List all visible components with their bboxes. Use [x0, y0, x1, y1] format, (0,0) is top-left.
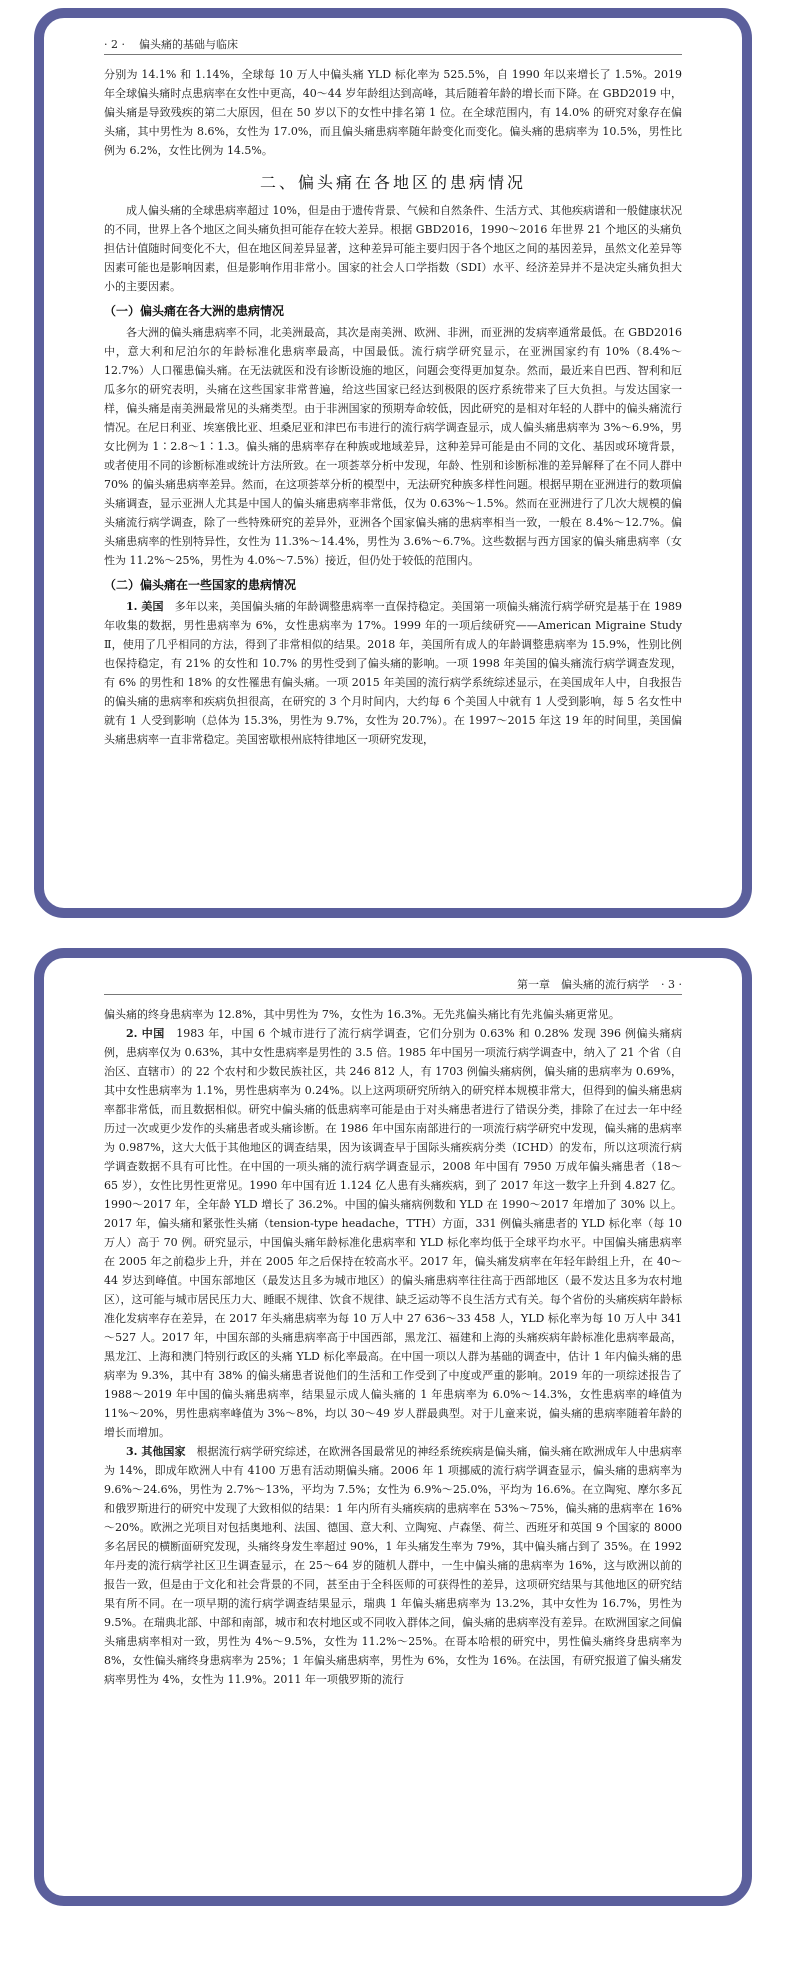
paragraph — [104, 1442, 682, 1689]
paragraph-body: 多年以来，美国偏头痛的年龄调整患病率一直保持稳定。美国第一项偏头痛流行病学研究是基于在 1989 年收集的数据，男性患病率为 6%，女性患病率为 17%。1999 年的一项后续研究——American Migraine Study Ⅱ，使用了几乎相同的方法，得到了非常相似的结果。2018 年，美国所有成人的年龄调整患病率为 15.9%，性别比例也保持稳定，有 21% 的女性和 10.7% 的男性受到了偏头痛的影响。一项 1998 年美国的偏头痛流行病学调查发现，有 6% 的男性和 18% 的女性罹患有偏头痛。一项 2015 年美国的流行病学系统综述显示，在美国成年人中，自我报告的偏头痛的患病率和疾病负担很高，在研究的 3 个月时间内，大约每 6 个美国人中就有 1 人受到影响，每 5 名女性中就有 1 人受到影响（总体为 15.3%，男性为 9.7%，女性为 20.7%）。在 1997～2015 年这 19 年的时间里，美国偏头痛患病率一直非常稳定。美国密歇根州底特律地区一项研究发现， — [104, 600, 682, 746]
paragraph-lead: 1. 美国 — [126, 600, 164, 613]
page-number: · 2 · — [104, 37, 125, 51]
paragraph — [104, 1024, 682, 1442]
paragraph: 各大洲的偏头痛患病率不同，北美洲最高，其次是南美洲、欧洲、非洲，而亚洲的发病率通常最低。在 GBD2016 中，意大利和尼泊尔的年龄标准化患病率最高，中国最低。流行病学研究显示，在亚洲国家约有 10%（8.4%～12.7%）人口罹患偏头痛。在无法就医和没有诊断设施的地区，问题会变得更加复杂。然而，最近来自巴西、智利和厄瓜多尔的研究表明，头痛在这些国家非常普遍，给这些国家已经达到极限的医疗系统带来了巨大负担。与发达国家一样，偏头痛是南美洲最常见的头痛类型。由于非洲国家的预期寿命较低，因此研究的是相对年轻的人群中的偏头痛流行情况。在尼日利亚、埃塞俄比亚、坦桑尼亚和津巴布韦进行的流行病学调查显示，成人偏头痛患病率为 3%～6.9%，男女比例为 1∶2.8～1∶1.3。偏头痛的患病率存在种族或地域差异，这种差异可能是由不同的文化、基因或环境背景，或者使用不同的诊断标准或统计方法所致。在一项荟萃分析中发现，年龄、性别和诊断标准的差异解释了在不同人群中 70% 的偏头痛患病率差异。然而，在这项荟萃分析的模型中，无法研究种族多样性问题。根据早期在亚洲进行的数项偏头痛调查，显示亚洲人尤其是中国人的偏头痛患病率非常低，仅为 0.63%～1.5%。然而在亚洲进行了几次大规模的偏头痛流行病学调查，除了一些特殊研究的差异外，亚洲各个国家偏头痛的患病率相当一致，一般在 8.4%～12.7%。偏头痛患病率的性别特异性，女性为 11.3%～14.4%，男性为 3.6%～6.7%。这些数据与西方国家的偏头痛患病率（女性为 11.2%～25%，男性为 4.0%～7.5%）接近，但仍处于较低的范围内。 — [104, 326, 682, 567]
running-title: 偏头痛的基础与临床 — [139, 38, 238, 51]
subsection-title: （二）偏头痛在一些国家的患病情况 — [104, 578, 297, 592]
paragraph: 分别为 14.1% 和 1.14%，全球每 10 万人中偏头痛 YLD 标化率为 525.5%，自 1990 年以来增长了 1.5%。2019 年全球偏头痛时点患病率在女性中更高，40～44 岁年龄组达到高峰，其后随着年龄的增长而下降。在 GBD2019 中，偏头痛是导致残疾的第二大原因，但在 50 岁以下的女性中排名第 1 位。在全球范围内，有 14.0% 的研究对象存在偏头痛，其中男性为 8.6%，女性为 17.0%，而且偏头痛患病率随年龄变化而变化。偏头痛的患病率为 10.5%，男性比例为 6.2%，女性比例为 14.5%。 — [104, 68, 682, 157]
paragraph — [104, 597, 682, 749]
page-header — [104, 974, 682, 995]
paragraph: 成人偏头痛的全球患病率超过 10%，但是由于遗传背景、气候和自然条件、生活方式、其他疾病谱和一般健康状况的不同，世界上各个地区之间头痛负担可能存在较大差异。根据 GBD2016，1990～2016 年世界 21 个地区的头痛负担估计值随时间变化不大，但在地区间差异显著，这种差异可能主要归因于各个地区之间的基因差异，虽然文化差异等因素可能也是影响因素，但是影响作用非常小。国家的社会人口学指数（SDI）水平、经济差异并不是决定头痛负担大小的主要因素。 — [104, 204, 682, 293]
page-2-card — [34, 8, 752, 918]
page-header — [104, 34, 682, 55]
paragraph-lead: 3. 其他国家 — [126, 1445, 186, 1458]
paragraph: 偏头痛的终身患病率为 12.8%，其中男性为 7%，女性为 16.3%。无先兆偏头痛比有先兆偏头痛更常见。 — [104, 1008, 620, 1021]
chapter-title: 第一章 偏头痛的流行病学 — [517, 978, 649, 991]
page-3-card — [34, 948, 752, 1906]
section-title: 二、偏头痛在各地区的患病情况 — [259, 173, 526, 192]
paragraph-body: 1983 年，中国 6 个城市进行了流行病学调查，它们分别为 0.63% 和 0.28% 发现 396 例偏头痛病例，患病率仅为 0.63%，其中女性患病率是男性的 3.5 倍。1985 年中国另一项流行病学调查中，纳入了 21 个省（自治区、直辖市）的 22 个农村和少数民族社区，共 246 812 人，有 1703 例偏头痛病例，偏头痛的患病率为 0.69%，其中女性患病率为 1.1%，男性患病率为 0.24%。以上这两项研究所纳入的研究样本规模非常大，但得到的偏头痛患病率都非常低，而且数据相似。研究中偏头痛的低患病率可能是由于对头痛患者进行了错误分类，排除了在过去一年中经历过一次或更少发作的头痛患者或头痛诊断。在 1986 年中国东南部进行的一项流行病学研究中发现，偏头痛的患病率为 0.987%，这大大低于其他地区的调查结果，因为该调查早于国际头痛疾病分类（ICHD）的发布，所以这项流行病学调查数据不具有可比性。在中国的一项头痛的流行病学调查显示，2008 年中国有 7950 万成年偏头痛患者（18～65 岁），女性比男性更常见。1990 年中国有近 1.124 亿人患有头痛疾病，到了 2017 年这一数字上升到 4.827 亿。1990～2017 年，全年龄 YLD 增长了 36.2%。中国的偏头痛病例数和 YLD 在 1990～2017 年增加了 30% 以上。2017 年，偏头痛和紧张性头痛（tension-type headache，TTH）方面，331 例偏头痛患者的 YLD 标化率（每 10 万人）高于 70 例。研究显示，中国偏头痛年龄标准化患病率和 YLD 标化率均低于全球平均水平。中国偏头痛患病率在 2005 年之前稳步上升，并在 2005 年之后保持在较高水平。2017 年，偏头痛发病率在年轻年龄组上升，在 40～44 岁达到峰值。中国东部地区（最发达且多为城市地区）的偏头痛患病率往往高于西部地区（最不发达且多为农村地区），这可能与城市居民压力大、睡眠不规律、饮食不规律、缺乏运动等不良生活方式有关。每个省份的头痛疾病年龄标准化发病率存在差异，在 2017 年头痛患病率为每 10 万人中 27 636～33 458 人，YLD 标化率为每 10 万人中 341～527 人。2017 年，中国东部的头痛患病率高于中国西部，黑龙江、福建和上海的头痛疾病年龄标准化患病率最高，黑龙江、上海和澳门特别行政区的头痛 YLD 标化率最高。在中国一项以人群为基础的调查中，估计 1 年内偏头痛的患病率为 9.3%，其中有 38% 的偏头痛患者说他们的生活和工作受到了中度或严重的影响。2019 年的一项综述报告了 1988～2019 年中国的偏头痛患病率，结果显示成人偏头痛的 1 年患病率为 6.0%～14.3%，女性患病率的峰值为 11%～20%，男性患病率峰值为 3%～8%，均以 30～49 岁人群最典型。对于儿童来说，偏头痛的患病率随着年龄的增长而增加。 — [104, 1027, 682, 1439]
paragraph-lead: 2. 中国 — [126, 1027, 165, 1040]
paragraph-body: 根据流行病学研究综述，在欧洲各国最常见的神经系统疾病是偏头痛，偏头痛在欧洲成年人中患病率为 14%，即成年欧洲人中有 4100 万患有活动期偏头痛。2006 年 1 项挪威的流行病学调查显示，偏头痛的患病率为 9.6%～24.6%，男性为 2.7%～13%，平均为 7.5%；女性为 6.9%～25.0%，平均为 16.6%。在立陶宛、摩尔多瓦和俄罗斯进行的研究中发现了大致相似的结果：1 年内所有头痛疾病的患病率在 53%～75%，偏头痛的患病率在 16%～20%。欧洲之光项目对包括奥地利、法国、德国、意大利、立陶宛、卢森堡、荷兰、西班牙和英国 9 个国家的 8000 多名居民的横断面研究发现，头痛终身发生率超过 90%，1 年头痛发生率为 79%，其中偏头痛占到了 35%。在 1992 年丹麦的流行病学社区卫生调查显示，在 25～64 岁的随机人群中，一生中偏头痛的患病率为 16%，这与欧洲以前的报告一致，但是由于文化和社会背景的不同，甚至由于全科医师的可获得性的差异，这项研究结果与其他地区的研究结果有所不同。在一项早期的流行病学调查结果显示，瑞典 1 年偏头痛患病率为 13.2%，其中女性为 16.7%，男性为 9.5%。在瑞典北部、中部和南部，城市和农村地区或不同收入群体之间，偏头痛的患病率没有差异。在欧洲国家之间偏头痛患病率相对一致，男性为 4%～9.5%，女性为 11.2%～25%。在哥本哈根的研究中，男性偏头痛终身患病率为 8%，女性偏头痛终身患病率为 25%；1 年偏头痛患病率，男性为 6%，女性为 16%。在法国，有研究报道了偏头痛发病率男性为 4%，女性为 11.9%。2011 年一项俄罗斯的流行 — [104, 1445, 682, 1686]
page-number: · 3 · — [661, 977, 682, 991]
subsection-title: （一）偏头痛在各大洲的患病情况 — [104, 304, 285, 318]
page-2-content — [104, 34, 682, 892]
page-3-content — [104, 974, 682, 1880]
